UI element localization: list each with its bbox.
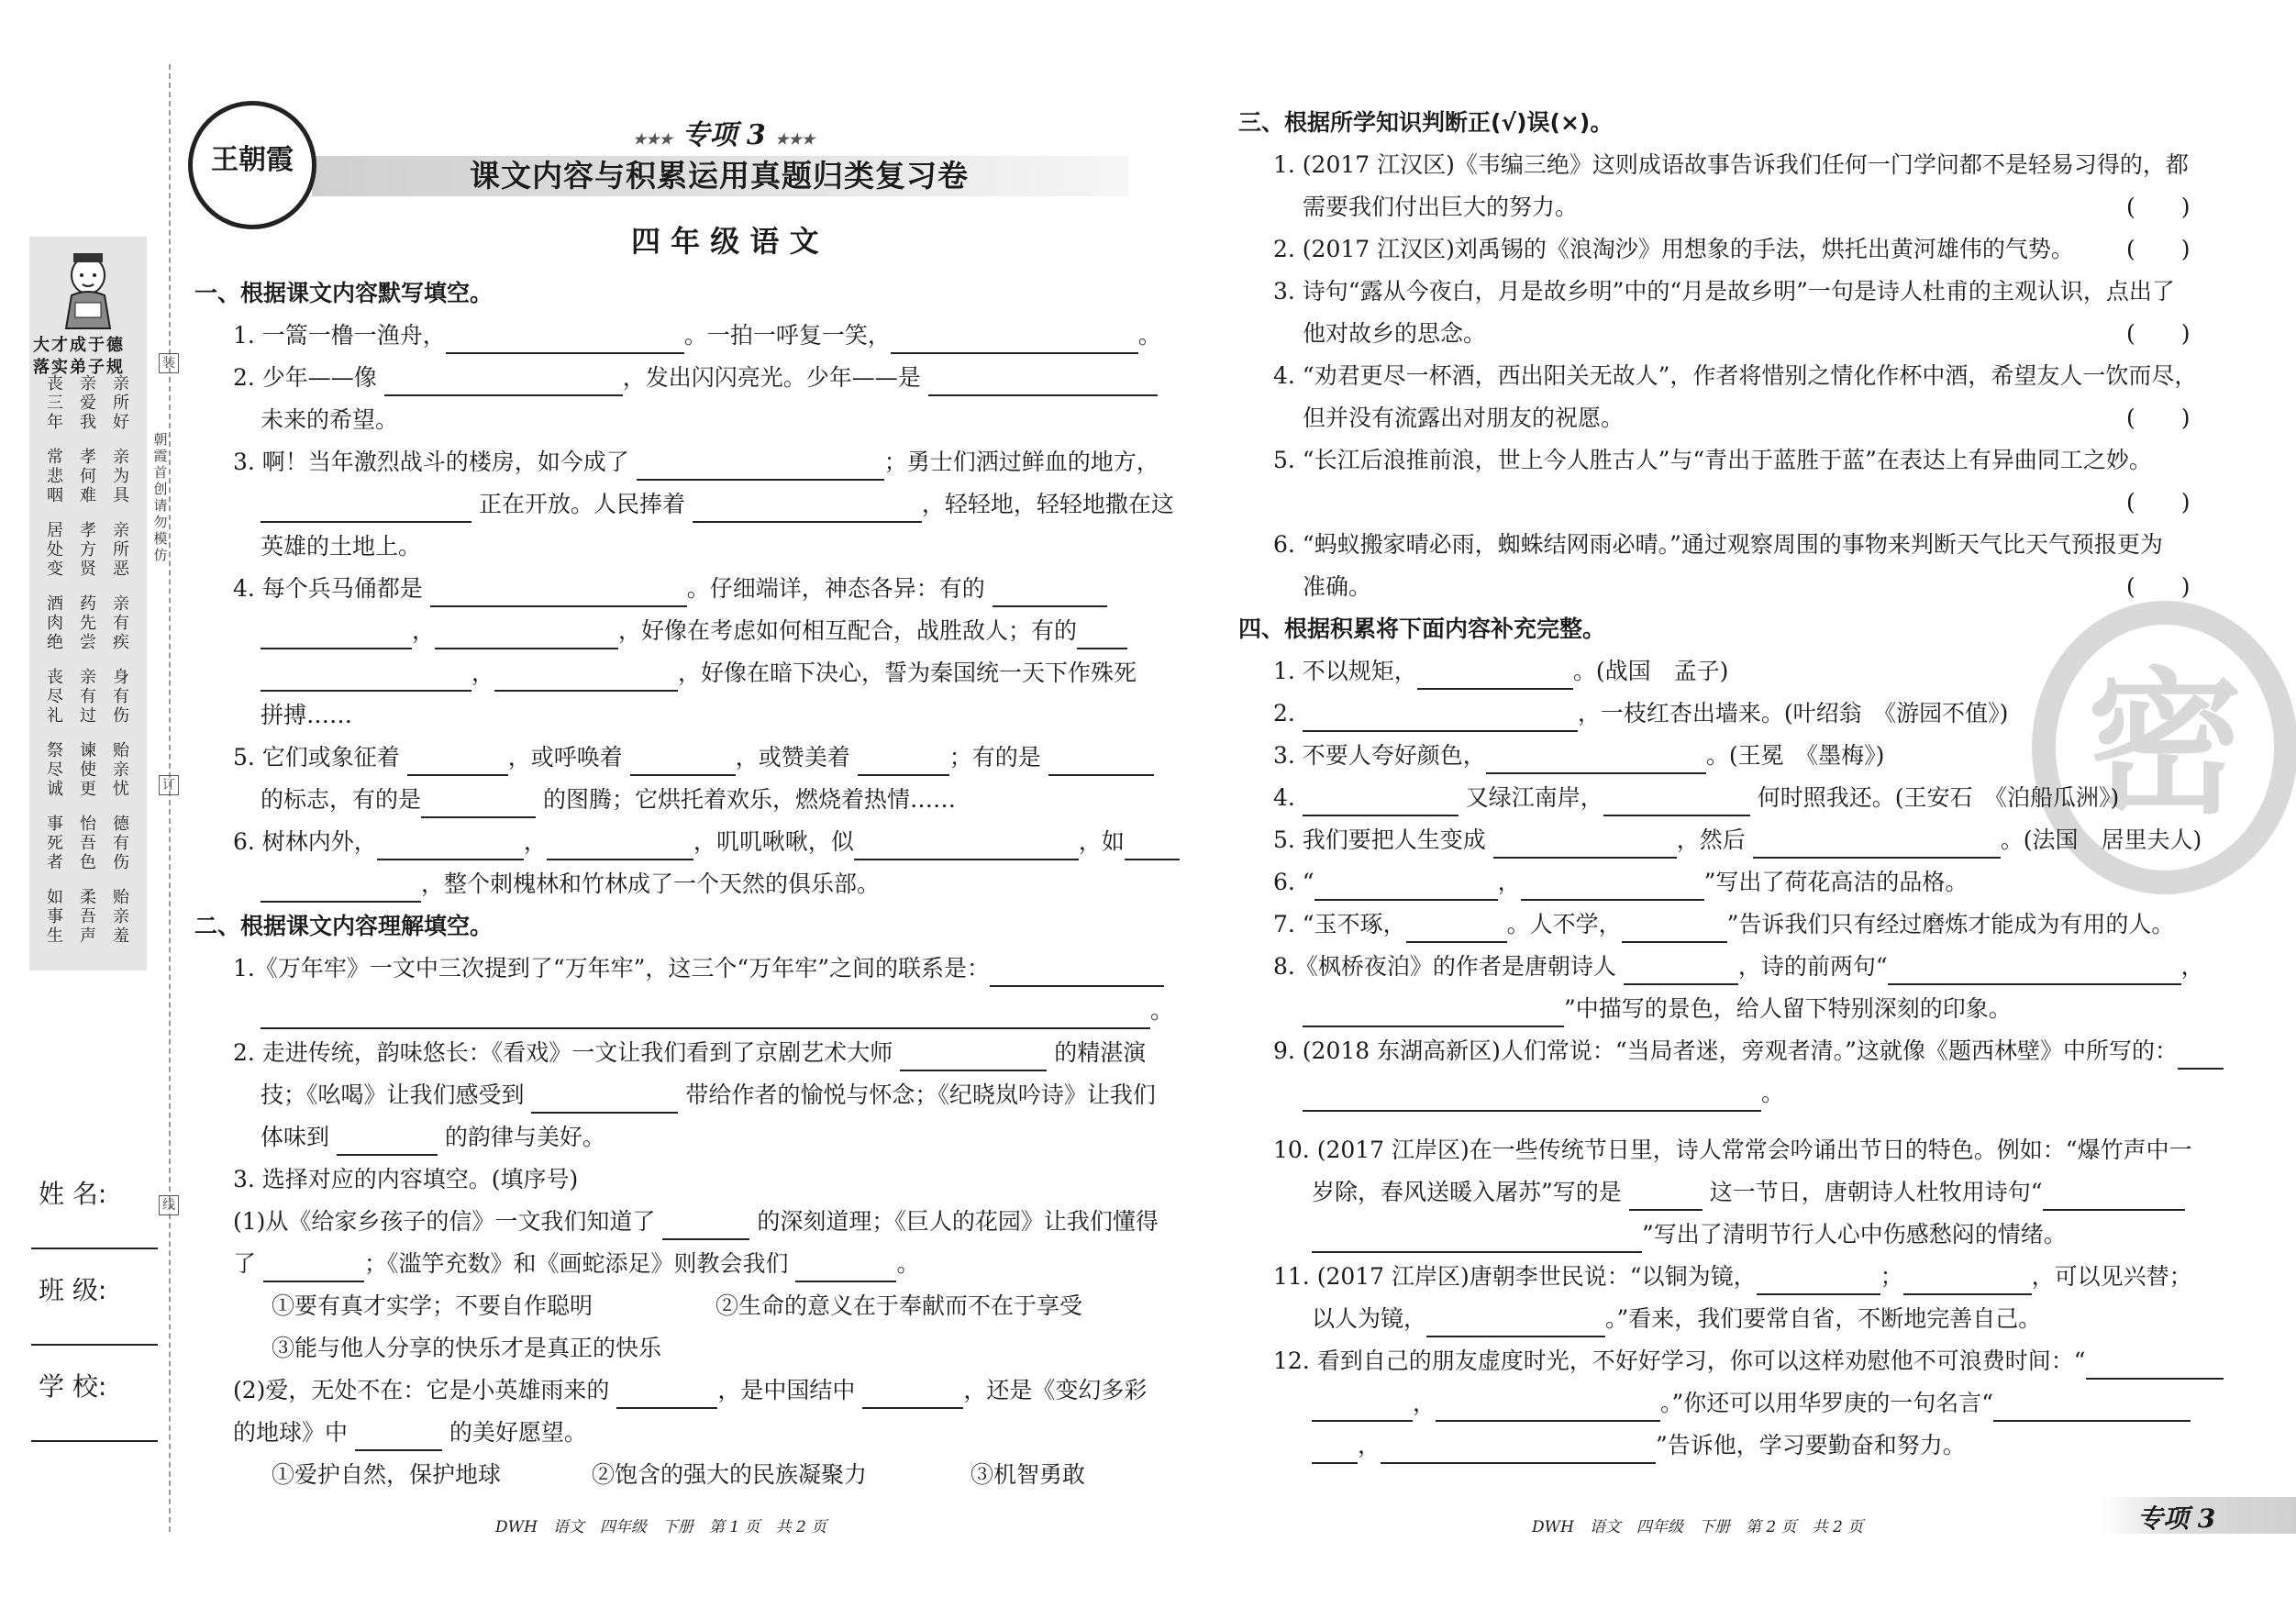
bind-mark-2: 订 (159, 775, 179, 795)
q5-text-a: 5. 它们或象征着 (233, 744, 400, 771)
q1-text-c: 。 (1137, 322, 1161, 349)
page-subtitle: 四 年 级 语 文 (631, 224, 819, 259)
q3-text-e: 英雄的土地上。 (261, 533, 422, 560)
q2-blank-1[interactable] (384, 367, 623, 396)
f10-text-d: ”写出了清明节行人心中伤感愁闷的情绪。 (1642, 1221, 2067, 1248)
q3-line-3 (261, 528, 421, 565)
motto-column: 怡吾色 (80, 815, 96, 872)
q3-line-2 (261, 486, 1174, 523)
f8-text-b: ，诗的前两句“ (1737, 953, 1888, 980)
motto-column: 亲有疾 (113, 594, 129, 652)
motto-column: 丧三年 (47, 374, 63, 432)
q5-line-2 (261, 782, 956, 818)
p3-blank-4[interactable] (616, 1380, 717, 1409)
f7-blank-1[interactable] (1406, 914, 1507, 943)
f10-blank-3[interactable] (1312, 1224, 1642, 1253)
class-field[interactable] (31, 1344, 158, 1346)
j5-line: 5. “长江后浪推前浪，世上今人胜古人”与“青出于蓝胜于蓝”在表达上有异曲同工之妙。 (1273, 447, 2152, 473)
q2-blank-2[interactable] (928, 367, 1158, 396)
q1-text-a: 1. 一篙一橹一渔舟， (233, 322, 446, 349)
f5-text-c: 。(法国 居里夫人) (2000, 826, 2202, 853)
f8-text-c: ， (2180, 953, 2204, 980)
motto-column: 事死者 (47, 815, 63, 872)
q6-line-1 (233, 824, 1180, 860)
f2-text-b: ，一枝红杏出墙来。(叶绍翁 《游园不值》) (1577, 700, 2009, 726)
f10-line-2 (1312, 1174, 2185, 1211)
f1-text-a: 1. 不以规矩， (1273, 658, 1417, 684)
f4-blank-1[interactable] (1303, 787, 1459, 816)
f12-line-2 (1312, 1385, 2191, 1422)
p2-text-b: 的精湛演 (1054, 1039, 1147, 1066)
p3-option-1: ①要有真才实学；不要自作聪明 (272, 1292, 593, 1319)
j3-line-1: 3. 诗句“露从今夜白，月是故乡明”中的“月是故乡明”一句是诗人杜甫的主观认识，点出了 (1273, 278, 2175, 305)
f6-line (1273, 864, 1968, 901)
j3-answer[interactable]: ( ) (2126, 320, 2191, 347)
q3-blank-2[interactable] (261, 494, 471, 523)
q1-blank-1[interactable] (446, 325, 684, 354)
q3-text-a: 3. 啊！当年激烈战斗的楼房，如今成了 (233, 449, 629, 475)
f2-line (1273, 695, 2008, 732)
warning-text: 朝霞首创 请勿模仿 (153, 431, 168, 563)
f4-text-c: 何时照我还。(王安石 《泊船瓜洲》) (1757, 784, 2120, 811)
q4-blank-5[interactable] (1077, 620, 1127, 649)
f12-text-b: ， (1413, 1390, 1436, 1416)
name-label: 姓 名: (39, 1179, 107, 1209)
f11-blank-3[interactable] (1426, 1308, 1605, 1337)
j4-answer[interactable]: ( ) (2126, 405, 2191, 431)
q5-text-c: ，或赞美着 (735, 744, 850, 771)
q2-line-1 (233, 360, 1158, 396)
f10-line-1: 10. (2017 江岸区)在一些传统节日里，诗人常常会吟诵出节日的特色。例如：“爆竹声中一 (1273, 1137, 2192, 1163)
p2-text-f: 的韵律与美好。 (444, 1124, 605, 1150)
f3-text-a: 3. 不要人夸好颜色， (1273, 742, 1486, 769)
q5-blank-4[interactable] (1048, 747, 1154, 776)
p3-text-d: 了 (233, 1250, 257, 1277)
f9-text-b: 。 (1761, 1080, 1785, 1106)
q3-text-c: 正在开放。人民捧着 (478, 491, 685, 517)
f7-blank-2[interactable] (1622, 914, 1727, 943)
q1-line (233, 317, 1161, 354)
p1-blank-2[interactable] (261, 1000, 1150, 1029)
f11-text-e: 。”看来，我们要常自省，不断地完善自己。 (1605, 1305, 2042, 1332)
f10-blank-2[interactable] (2043, 1181, 2185, 1211)
motto-column: 亲所好 (113, 374, 129, 432)
q5-text-e: 的标志，有的是 (261, 786, 422, 813)
p3-option-5: ②饱含的强大的民族凝聚力 (592, 1461, 868, 1488)
p2-text-a: 2. 走进传统，韵味悠长：《看戏》一文让我们看到了京剧艺术大师 (233, 1039, 893, 1066)
p1-text-a: 1.《万年牢》一文中三次提到了“万年牢”，这三个“万年牢”之间的联系是： (233, 955, 990, 981)
q6-text-e: ，整个刺槐林和竹林成了一个天然的俱乐部。 (421, 871, 881, 897)
f11-blank-1[interactable] (1757, 1266, 1880, 1295)
f11-text-d: 以人为镜， (1312, 1305, 1427, 1332)
q5-line-1 (233, 739, 1154, 776)
f4-line (1273, 780, 2119, 816)
f9-line-2 (1303, 1075, 1784, 1112)
f11-line-1 (1273, 1259, 2192, 1295)
q4-blank-3[interactable] (261, 620, 412, 649)
q6-blank-3[interactable] (854, 831, 1079, 860)
section-1-heading: 一、根据课文内容默写填空。 (194, 280, 494, 306)
logo (188, 101, 316, 229)
f4-text-b: 又绿江南岸， (1465, 784, 1603, 811)
f8-blank-3[interactable] (1303, 998, 1564, 1027)
q4-blank-6[interactable] (261, 662, 471, 692)
p3-text-h: ，是中国结中 (717, 1377, 856, 1403)
p2-line-3 (261, 1119, 605, 1156)
p2-line-1 (233, 1035, 1146, 1071)
name-field[interactable] (31, 1248, 158, 1249)
f8-line-2 (1303, 991, 2012, 1027)
f11-text-b: ； (1880, 1263, 1903, 1290)
p3-text-c: 的深刻道理；《巨人的花园》让我们懂得 (757, 1208, 1159, 1235)
corner-label: 专项 3 (2137, 1503, 2216, 1534)
f3-text-b: 。(王冕 《墨梅》) (1705, 742, 1885, 769)
j4-line-2: 但并没有流露出对朋友的祝愿。 (1303, 405, 1625, 431)
f4-blank-2[interactable] (1603, 787, 1750, 816)
q4-text-b: 。仔细端详，神态各异：有的 (686, 575, 985, 602)
q6-blank-1[interactable] (377, 831, 524, 860)
q6-text-b: ， (523, 828, 547, 855)
q1-blank-2[interactable] (891, 325, 1138, 354)
q6-text-d: ，如 (1078, 828, 1125, 855)
motto-column: 贻亲羞 (113, 888, 129, 946)
p3-option-3: ③能与他人分享的快乐才是真正的快乐 (272, 1335, 662, 1361)
j1-line-2: 需要我们付出巨大的努力。 (1303, 194, 1579, 220)
f7-text-c: ”告诉我们只有经过磨炼才能成为有用的人。 (1726, 911, 2175, 937)
f5-text-a: 5. 我们要把人生变成 (1273, 826, 1486, 853)
f12-line-1 (1273, 1343, 2224, 1380)
f12-blank-6[interactable] (1381, 1435, 1656, 1464)
q6-blank-4[interactable] (1125, 831, 1180, 860)
f8-blank-2[interactable] (1888, 956, 2181, 985)
p3-text-e: ；《滥竽充数》和《画蛇添足》则教会我们 (363, 1250, 789, 1277)
q5-text-b: ，或呼唤着 (507, 744, 623, 771)
p3-line-4 (233, 1414, 587, 1451)
motto-column: 谏使更 (80, 741, 96, 799)
p2-text-c: 技；《吆喝》让我们感受到 (261, 1081, 525, 1108)
f10-text-c: 这一节日，唐朝诗人杜牧用诗句“ (1709, 1179, 2043, 1205)
f11-line-2 (1312, 1301, 2041, 1337)
motto-column: 身有伤 (113, 668, 129, 726)
q4-line-1 (233, 571, 1107, 607)
section-4-heading: 四、根据积累将下面内容补充完整。 (1238, 616, 1606, 642)
f11-blank-2[interactable] (1903, 1266, 2032, 1295)
p3-blank-5[interactable] (862, 1380, 963, 1409)
p1-line-1 (233, 950, 1164, 987)
f6-text-c: ”写出了荷花高洁的品格。 (1703, 869, 1969, 895)
q4-blank-1[interactable] (430, 578, 687, 607)
motto-line-1: 大才成于德 (33, 336, 125, 355)
f9-blank-1[interactable] (2178, 1040, 2224, 1070)
p3-option-6: ③机智勇敢 (971, 1461, 1086, 1488)
q4-blank-2[interactable] (993, 578, 1107, 607)
p2-blank-2[interactable] (531, 1084, 678, 1114)
f3-line (1273, 738, 1884, 774)
f6-text-b: ， (1497, 869, 1521, 895)
section-2-heading: 二、根据课文内容理解填空。 (194, 913, 494, 939)
motto-column: 居处变 (47, 521, 63, 579)
f12-blank-3[interactable] (1436, 1392, 1660, 1422)
motto-column: 酒肉绝 (47, 594, 63, 652)
motto-column: 丧尽礼 (47, 668, 63, 726)
p3-option-4: ①爱护自然，保护地球 (272, 1461, 502, 1488)
p1-text-b: 。 (1150, 997, 1174, 1024)
motto-column: 药先尝 (80, 594, 96, 652)
p3-blank-6[interactable] (355, 1422, 442, 1451)
p1-blank-1[interactable] (990, 958, 1164, 987)
q6-blank-2[interactable] (547, 831, 693, 860)
motto-line-2: 落实弟子规 (33, 358, 125, 377)
f12-text-c: 。”你还可以用华罗庚的一句名言“ (1660, 1390, 1994, 1416)
q4-text-a: 4. 每个兵马俑都是 (233, 575, 423, 602)
f9-text-a: 9. (2018 东湖高新区)人们常说：“当局者迷，旁观者清。”这就像《题西林壁》中所写的： (1273, 1037, 2178, 1064)
motto-column: 贻亲忧 (113, 741, 129, 799)
f7-text-b: 。人不学， (1506, 911, 1622, 937)
f5-text-b: ，然后 (1676, 826, 1746, 853)
f11-text-c: ，可以见兴替； (2031, 1263, 2192, 1290)
bind-mark-1: 装 (159, 353, 179, 373)
q6-text-a: 6. 树林内外， (233, 828, 377, 855)
p3-blank-1[interactable] (662, 1211, 749, 1240)
f12-line-3 (1312, 1427, 1966, 1464)
f5-blank-1[interactable] (1493, 829, 1677, 859)
f6-blank-2[interactable] (1521, 871, 1704, 901)
f12-text-d: ， (1358, 1432, 1381, 1458)
p3-text-i: ，还是《变幻多彩 (963, 1377, 1148, 1403)
motto-column: 柔吾声 (80, 888, 96, 946)
f4-text-a: 4. (1273, 784, 1295, 811)
j5-answer[interactable]: ( ) (2126, 489, 2191, 516)
q4-text-c: ， (412, 617, 436, 644)
j2-answer[interactable]: ( ) (2126, 236, 2191, 262)
motto-column: 亲所恶 (113, 521, 129, 579)
p2-line-2 (261, 1077, 1156, 1114)
footer-right: DWH 语文 四年级 下册 第 2 页 共 2 页 (1532, 1518, 1864, 1536)
p3-text-j: 的地球》中 (233, 1419, 349, 1446)
q3-text-b: ；勇士们洒过鲜血的地方， (883, 449, 1159, 475)
p2-text-e: 体味到 (261, 1124, 330, 1150)
q4-line-4: 拼搏…… (261, 702, 353, 728)
p3-text-b: (1)从《给家乡孩子的信》一文我们知道了 (233, 1208, 656, 1235)
q5-text-f: 的图腾；它烘托着欢乐，燃烧着热情…… (542, 786, 956, 813)
f6-text-a: 6. “ (1273, 869, 1314, 895)
f8-blank-1[interactable] (1624, 956, 1738, 985)
f12-blank-4[interactable] (1993, 1392, 2191, 1422)
f1-text-b: 。(战国 孟子) (1572, 658, 1729, 684)
q4-line-3 (261, 655, 1137, 692)
q6-blank-5[interactable] (261, 873, 421, 903)
f9-blank-2[interactable] (1303, 1082, 1761, 1112)
special-text: 专项 3 (682, 119, 766, 151)
f11-text-a: 11. (2017 江岸区)唐朝李世民说：“以铜为镜， (1273, 1263, 1757, 1290)
bind-mark-3: 线 (159, 1195, 179, 1215)
q6-line-2 (261, 866, 880, 903)
p3-text-g: (2)爱，无处不在：它是小英雄雨来的 (233, 1377, 610, 1403)
q1-text-b: 。一拍一呼复一笑， (683, 322, 891, 349)
motto-column: 亲有过 (80, 668, 96, 726)
q3-blank-1[interactable] (637, 451, 884, 481)
star-left: ★★★ (633, 130, 673, 148)
q3-text-d: ，轻轻地，轻轻地撒在这 (921, 491, 1174, 517)
q6-text-c: ，叽叽啾啾，似 (693, 828, 854, 855)
j6-line-2: 准确。 (1303, 573, 1372, 600)
binding-line (169, 64, 171, 1532)
f7-text-a: 7. “玉不琢， (1273, 911, 1406, 937)
j2-line: 2. (2017 江汉区)刘禹锡的《浪淘沙》用想象的手法，烘托出黄河雄伟的气势。 (1273, 236, 2074, 262)
p2-text-d: 带给作者的愉悦与怀念；《纪晓岚吟诗》让我们 (685, 1081, 1156, 1108)
f8-line-1 (1273, 948, 2204, 985)
f8-text-d: ”中描写的景色，给人留下特别深刻的印象。 (1564, 995, 2012, 1022)
section-3-heading: 三、根据所学知识判断正(√)误(×)。 (1238, 109, 1614, 136)
q2-text-a: 2. 少年——像 (233, 364, 377, 391)
q2-line-2: 未来的希望。 (261, 406, 399, 433)
f5-line (1273, 822, 2202, 859)
p3-line-1 (233, 1203, 1159, 1240)
logo-text: 王朝霞 (211, 144, 294, 176)
j6-line-1: 6. “蚂蚁搬家晴必雨，蜘蛛结网雨必晴。”通过观察周围的事物来判断天气比天气预报更为 (1273, 531, 2163, 558)
p3-line-3 (233, 1372, 1147, 1409)
motto-column: 德有伤 (113, 815, 129, 872)
j1-answer[interactable]: ( ) (2126, 194, 2191, 220)
motto-column: 孝何难 (80, 448, 96, 505)
p3-option-2: ②生命的意义在于奉献而不在于享受 (715, 1292, 1083, 1319)
q4-blank-4[interactable] (435, 620, 618, 649)
footer-left: DWH 语文 四年级 下册 第 1 页 共 2 页 (495, 1518, 827, 1536)
q5-blank-1[interactable] (407, 747, 508, 776)
f6-blank-1[interactable] (1314, 871, 1498, 901)
motto-column: 亲为具 (113, 448, 129, 505)
f3-blank-1[interactable] (1486, 745, 1706, 774)
q5-blank-2[interactable] (630, 747, 736, 776)
q4-text-d: ，好像在考虑如何相互配合，战胜敌人；有的 (618, 617, 1078, 644)
q3-line-1 (233, 444, 1159, 481)
j1-line-1: 1. (2017 江汉区)《韦编三绝》这则成语故事告诉我们任何一门学问都不是轻易习得的，都 (1273, 151, 2189, 178)
q5-blank-5[interactable] (421, 789, 536, 818)
f12-text-a: 12. 看到自己的朋友虚度时光，不好好学习，你可以这样劝慰他不可浪费时间：“ (1273, 1347, 2086, 1374)
q4-line-2 (261, 613, 1127, 649)
motto-panel (29, 237, 147, 970)
f1-blank-1[interactable] (1417, 660, 1573, 690)
motto-column: 常悲咽 (47, 448, 63, 505)
q5-blank-3[interactable] (858, 747, 949, 776)
q4-text-e: ， (471, 660, 495, 686)
p3-blank-3[interactable] (795, 1253, 896, 1282)
f9-line-1 (1273, 1033, 2224, 1070)
star-right: ★★★ (775, 130, 815, 148)
j3-line-2: 他对故乡的思念。 (1303, 320, 1487, 347)
f8-text-a: 8.《枫桥夜泊》的作者是唐朝诗人 (1273, 953, 1616, 980)
f7-line (1273, 906, 2174, 943)
school-label: 学 校: (39, 1371, 107, 1402)
q4-blank-7[interactable] (494, 662, 678, 692)
motto-column: 亲爱我 (80, 374, 96, 432)
f10-blank-1[interactable] (1629, 1181, 1703, 1211)
p3-blank-2[interactable] (263, 1253, 364, 1282)
p3-line-2 (233, 1246, 919, 1282)
p3-heading: 3. 选择对应的内容填空。(填序号) (233, 1166, 579, 1192)
q3-blank-3[interactable] (693, 494, 922, 523)
p2-blank-1[interactable] (900, 1042, 1047, 1071)
class-label: 班 级: (39, 1275, 107, 1305)
special-label (633, 112, 815, 152)
school-field[interactable] (31, 1440, 158, 1442)
p3-text-k: 的美好愿望。 (449, 1419, 587, 1446)
f12-blank-1[interactable] (2086, 1350, 2224, 1380)
f12-blank-2[interactable] (1312, 1392, 1413, 1422)
p2-blank-3[interactable] (337, 1126, 438, 1156)
f5-blank-2[interactable] (1753, 829, 2001, 859)
q4-text-f: ，好像在暗下决心，誓为秦国统一天下作殊死 (678, 660, 1137, 686)
f2-text-a: 2. (1273, 700, 1295, 726)
f2-blank-1[interactable] (1303, 703, 1578, 732)
j6-answer[interactable]: ( ) (2126, 573, 2191, 600)
f10-text-b: 岁除，春风送暖入屠苏”写的是 (1312, 1179, 1622, 1205)
page-title: 课文内容与积累运用真题归类复习卷 (470, 158, 969, 194)
j4-line-1: 4. “劝君更尽一杯酒，西出阳关无故人”，作者将惜别之情化作杯中酒，希望友人一饮而尽， (1273, 362, 2198, 389)
motto-column: 祭尽诚 (47, 741, 63, 799)
f12-text-e: ”告诉他，学习要勤奋和努力。 (1656, 1432, 1966, 1458)
scholar-illustration (50, 248, 127, 332)
motto-column: 孝方贤 (80, 521, 96, 579)
f1-line (1273, 653, 1728, 690)
p3-text-f: 。 (896, 1250, 920, 1277)
q5-text-d: ；有的是 (948, 744, 1041, 771)
stamp-char: 密 (2086, 652, 2243, 836)
f12-blank-5[interactable] (1312, 1435, 1358, 1464)
f10-line-3 (1312, 1216, 2067, 1253)
p1-line-2 (261, 993, 1173, 1029)
q2-text-b: ，发出闪闪亮光。少年——是 (622, 364, 921, 391)
motto-column: 如事生 (47, 888, 63, 946)
